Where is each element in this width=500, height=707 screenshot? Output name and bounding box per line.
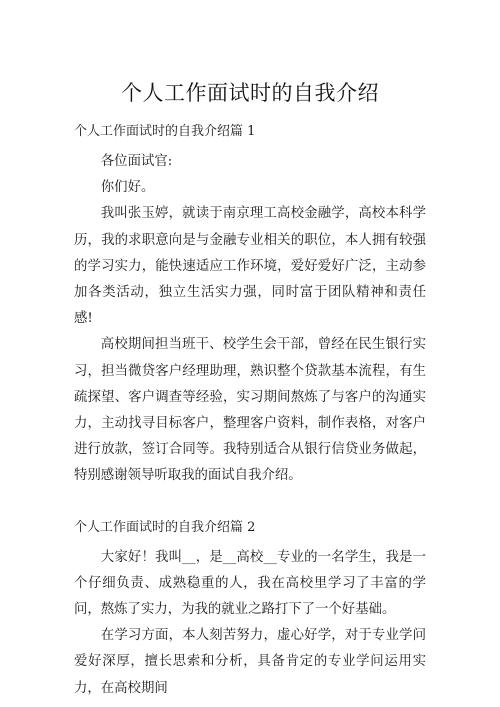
- paragraph-greeting: 各位面试官:: [100, 154, 173, 169]
- paragraph-experience: 高校期间担当班干、校学生会干部，曾经在民生银行实习，担当微贷客户经理助理，熟识整个贷款基本流程，有生疏探望、客户调查等经验，实习期间熬炼了与客户的沟通实力，主动找寻目标客户，整理客户资料，制作表格，对客户进行放款，签订合同等。我特别适合从银行信贷业务做起，特别感谢领导听取我的面试自我介绍。: [74, 337, 426, 484]
- paragraph-intro: 大家好！我叫__，是__高校__专业的一名学生，我是一个仔细负责、成熟稳重的人，我在高校里学习了丰富的学问，熬炼了实力，为我的就业之路打下了一个好基础。: [74, 549, 426, 618]
- section-heading: 个人工作面试时的自我介绍篇 2: [74, 519, 256, 535]
- section-heading: 个人工作面试时的自我介绍篇 1: [74, 124, 256, 139]
- document-title: 个人工作面试时的自我介绍: [121, 81, 379, 105]
- section-1: [74, 124, 426, 490]
- paragraph-hello: 你们好。: [100, 180, 155, 196]
- paragraph-study: 在学习方面，本人刻苦努力，虚心好学，对于专业学问爱好深厚，擅长思索和分析，具备肯定的专业学问运用实力，在高校期间: [74, 628, 426, 696]
- section-2: [74, 520, 426, 702]
- paragraph-intro: 我叫张玉婷，就读于南京理工高校金融学，高校本科学历，我的求职意向是与金融专业相关的职位，本人拥有较强的学习实力，能快速适应工作环境，爱好爱好广泛，主动参加各类活动，独立生活实力强，同时富于团队精神和责任感!: [74, 206, 426, 327]
